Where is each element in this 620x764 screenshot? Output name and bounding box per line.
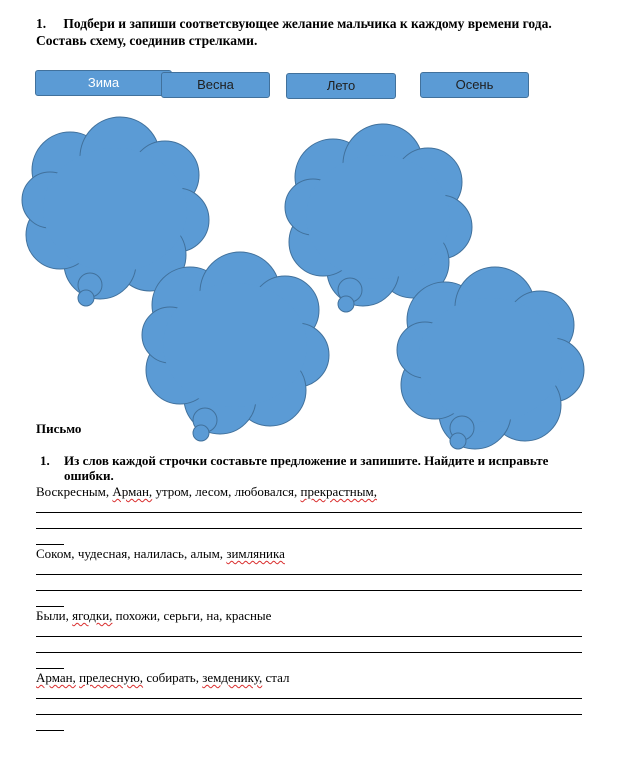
writing-line-stub[interactable] [36,730,64,731]
writing-line[interactable] [36,512,582,513]
season-label-winter: Зима [87,75,120,90]
sentence-1: Воскресным, Арман, утром, лесом, любовался, прекрастным, [36,484,377,499]
sentence-4: Арман, прелесную, собирать, земденику, стал [36,670,290,685]
task-2-text: Из слов каждой строчки составьте предложение и запишите. Найдите и исправьте ошибки. [64,453,549,483]
writing-line[interactable] [36,636,582,637]
task-2-number: 1. [40,453,50,468]
thought-cloud-4 [397,267,584,449]
thought-cloud-3 [142,252,329,441]
writing-line[interactable] [36,698,582,699]
writing-line[interactable] [36,714,582,715]
sentence-2: Соком, чудесная, налилась, алым, зимляника [36,546,285,561]
task-1-number: 1. [36,16,47,31]
sentence-3: Были, ягодки, похожи, серьги, на, красные [36,608,272,623]
misspelled-word: земденику, [202,670,263,685]
task-1-text: Подбери и запиши соответсвующее желание мальчика к каждому времени года. Составь схему, соединив стрелками. [36,16,552,48]
writing-line-stub[interactable] [36,606,64,607]
writing-line-stub[interactable] [36,668,64,669]
misspelled-word: прелесную, [79,670,144,685]
misspelled-word: Арман, [36,670,76,685]
misspelled-word: Арман, [112,484,153,499]
misspelled-word: зимляника [226,546,285,561]
season-label-spring: Весна [197,77,234,92]
season-label-autumn: Осень [455,77,494,92]
writing-line[interactable] [36,652,582,653]
season-label-summer: Лето [326,78,356,93]
writing-line-stub[interactable] [36,544,64,545]
writing-line[interactable] [36,590,582,591]
section-heading: Письмо [36,421,82,436]
misspelled-word: ягодки, [72,608,113,623]
task-2-title [36,453,596,483]
writing-line[interactable] [36,574,582,575]
writing-line[interactable] [36,528,582,529]
misspelled-word: прекрастным, [300,484,377,499]
